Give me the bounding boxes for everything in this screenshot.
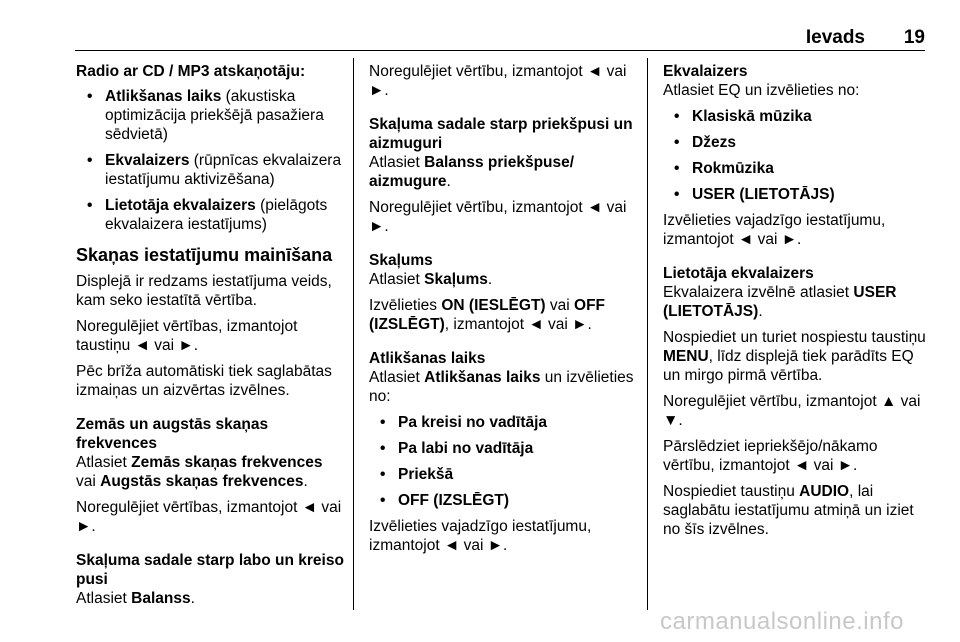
subheading: Skaļuma sadale starp priekšpusi un aizmuguri [369, 116, 633, 152]
section-heading: Skaņas iestatījumu mainīšana [76, 245, 333, 265]
feature-list [76, 87, 346, 234]
paragraph: Pārslēdziet iepriekšējo/nākamo vērtību, izmantojot ◄ vai ►. [663, 438, 878, 474]
column-1 [76, 62, 346, 615]
list-item: • Pa labi no vadītāja [369, 439, 639, 458]
eq-options [663, 107, 933, 204]
paragraph: Pēc brīža automātiski tiek saglabātas izmaiņas un aizvērtas izvēlnes. [76, 363, 332, 399]
paragraph: Atlasiet Atlikšanas laiks un izvēlieties no: [369, 369, 634, 405]
paragraph: Atlasiet Skaļums. [369, 271, 493, 288]
subheading: Skaļuma sadale starp labo un kreiso pusi [76, 552, 344, 588]
paragraph: Izvēlieties vajadzīgo iestatījumu, izmantojot ◄ vai ►. [369, 518, 592, 554]
paragraph: Atlasiet EQ un izvēlieties no: [663, 82, 860, 99]
subheading: Ekvalaizers [663, 63, 748, 80]
paragraph: Atlasiet Zemās skaņas frekvences vai Augstās skaņas frekvences. [76, 454, 323, 490]
watermark: carmanualsonline.info [660, 608, 904, 635]
paragraph: Noregulējiet vērtības, izmantojot ◄ vai ►. [76, 499, 342, 535]
list-item: • Atlikšanas laiks (akustiska optimizācija priekšējā pasažiera sēdvietā) [76, 87, 346, 144]
paragraph: Atlasiet Balanss. [76, 590, 195, 607]
subheading: Skaļums [369, 252, 433, 269]
list-item: • Priekšā [369, 465, 639, 484]
page-number: 19 [903, 27, 925, 48]
page-header [75, 26, 925, 51]
delay-options [369, 413, 639, 510]
column-divider [647, 58, 648, 610]
paragraph: Nospiediet un turiet nospiestu taustiņu MENU, līdz displejā tiek parādīts EQ un mirgo pirmā vērtība. [663, 329, 926, 384]
paragraph: Noregulējiet vērtību, izmantojot ◄ vai ►. [369, 199, 627, 235]
paragraph: Atlasiet Balanss priekšpuse/ aizmugure. [369, 154, 575, 190]
subheading: Zemās un augstās skaņas frekvences [76, 416, 269, 452]
paragraph: Izvēlieties ON (IESLĒGT) vai OFF (IZSLĒGT), izmantojot ◄ vai ►. [369, 297, 606, 333]
paragraph: Noregulējiet vērtību, izmantojot ◄ vai ►. [369, 63, 627, 99]
paragraph: Displejā ir redzams iestatījuma veids, kam seko iestatītā vērtība. [76, 273, 332, 309]
column-3 [663, 62, 933, 546]
paragraph: Noregulējiet vērtības, izmantojot taustiņu ◄ vai ►. [76, 318, 298, 354]
list-item: • OFF (IZSLĒGT) [369, 491, 639, 510]
list-item: • Lietotāja ekvalaizers (pielāgots ekvalaizera iestatījums) [76, 196, 346, 234]
section-title: Ievads [805, 27, 865, 48]
column-2 [369, 62, 639, 562]
paragraph: Ekvalaizera izvēlnē atlasiet USER (LIETOTĀJS). [663, 284, 897, 320]
list-item: • Ekvalaizers (rūpnīcas ekvalaizera iestatījumu aktivizēšana) [76, 151, 346, 189]
subheading: Lietotāja ekvalaizers [663, 265, 814, 282]
list-item: • USER (LIETOTĀJS) [663, 185, 933, 204]
list-item: • Džezs [663, 133, 933, 152]
list-item: • Pa kreisi no vadītāja [369, 413, 639, 432]
intro-heading: Radio ar CD / MP3 atskaņotāju: [76, 63, 306, 80]
list-item: • Rokmūzika [663, 159, 933, 178]
column-divider [353, 58, 354, 610]
paragraph: Izvēlieties vajadzīgo iestatījumu, izmantojot ◄ vai ►. [663, 212, 886, 248]
subheading: Atlikšanas laiks [369, 350, 486, 367]
paragraph: Nospiediet taustiņu AUDIO, lai saglabātu iestatījumu atmiņā un iziet no šīs izvēlnes. [663, 483, 914, 538]
paragraph: Noregulējiet vērtību, izmantojot ▲ vai ▼. [663, 393, 921, 429]
list-item: • Klasiskā mūzika [663, 107, 933, 126]
